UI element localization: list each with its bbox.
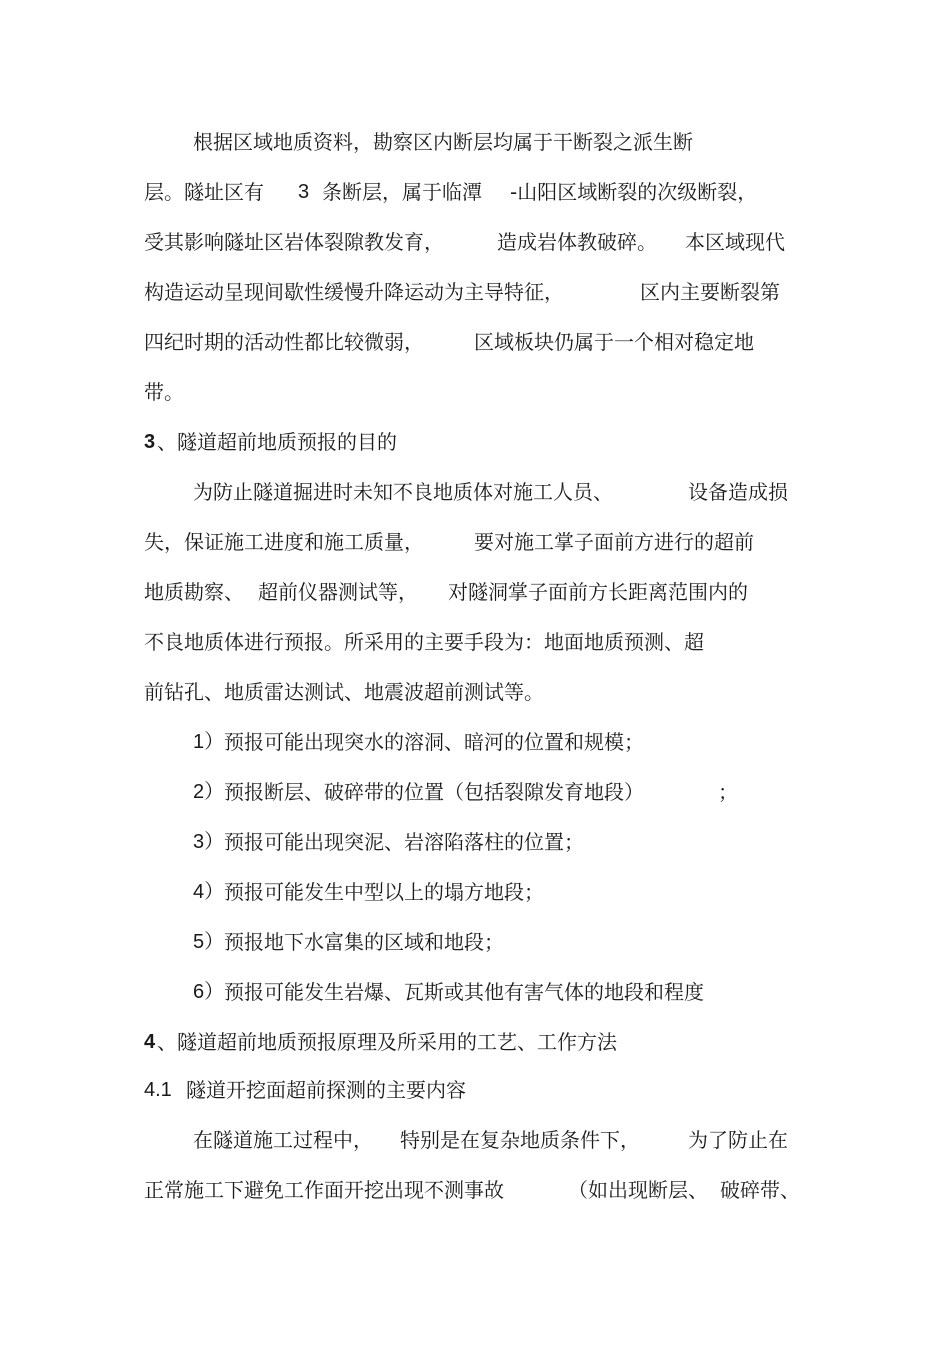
para2-line1	[0, 472, 950, 512]
text-run: 不良地质体进行预报。所采用的主要手段为：地面地质预测、超	[144, 630, 704, 654]
list-number: 3）	[193, 831, 225, 853]
text-run: 四纪时期的活动性都比较微弱，	[144, 330, 424, 354]
text-run: 要对施工掌子面前方进行的超前	[474, 530, 754, 554]
list-text: 预报可能出现突水的溶洞、暗河的位置和规模；	[224, 730, 644, 754]
heading-text: 、隧道超前地质预报原理及所采用的工艺、工作方法	[157, 1030, 617, 1054]
text-run: 破碎带、	[720, 1178, 800, 1202]
text-run: 地质勘察、	[144, 580, 244, 604]
text-run: -山阳区域断裂的次级断裂，	[510, 180, 758, 204]
heading-number: 4.1	[144, 1079, 172, 1101]
para2-line5	[0, 672, 950, 712]
para1-line2	[0, 172, 950, 212]
list-number: 1）	[193, 731, 225, 753]
para1-line1	[0, 122, 950, 162]
text-run: 特别是在复杂地质条件下，	[400, 1128, 640, 1152]
text-run: 区内主要断裂第	[640, 280, 780, 304]
text-run: 正常施工下避免工作面开挖出现不测事故	[144, 1178, 504, 1202]
para2-line3	[0, 572, 950, 612]
text-run: 前钻孔、地质雷达测试、地震波超前测试等。	[144, 680, 544, 704]
section-heading-4-1	[0, 1070, 950, 1110]
heading-text: 隧道开挖面超前探测的主要内容	[186, 1078, 466, 1102]
section-heading-4	[0, 1022, 950, 1062]
para2-line4	[0, 622, 950, 662]
para1-line6	[0, 372, 950, 412]
text-run: 区域板块仍属于一个相对稳定地	[474, 330, 754, 354]
list-item	[0, 722, 950, 762]
text-run: 受其影响隧址区岩体裂隙教发育，	[144, 230, 444, 254]
para1-line3	[0, 222, 950, 262]
text-run: 为了防止在	[688, 1128, 788, 1152]
heading-text: 、隧道超前地质预报的目的	[157, 430, 397, 454]
section-heading-3	[0, 422, 950, 462]
list-text: 预报地下水富集的区域和地段；	[224, 930, 504, 954]
list-number: 2）	[193, 781, 225, 803]
list-number: 6）	[193, 981, 225, 1003]
list-text: 预报断层、破碎带的位置（包括裂隙发育地段）	[224, 780, 644, 804]
list-text: 预报可能发生中型以上的塌方地段；	[224, 880, 544, 904]
text-run: 造成岩体教破碎。	[497, 230, 657, 254]
list-text: 预报可能出现突泥、岩溶陷落柱的位置；	[224, 830, 584, 854]
para2-line2	[0, 522, 950, 562]
text-run: 带。	[144, 380, 184, 404]
text-run: 构造运动呈现间歇性缓慢升降运动为主导特征，	[144, 280, 564, 304]
list-number: 5）	[193, 931, 225, 953]
text-run: 条断层，属于临潭	[322, 180, 482, 204]
text-run: 根据区域地质资料，勘察区内断层均属于干断裂之派生断	[193, 130, 693, 154]
text-run: 设备造成损	[688, 480, 788, 504]
text-run: （如出现断层、	[568, 1178, 708, 1202]
text-run: 超前仪器测试等，	[258, 580, 418, 604]
list-item	[0, 922, 950, 962]
number: 3	[298, 181, 310, 203]
heading-number: 4	[144, 1031, 156, 1053]
text-run: 层。隧址区有	[144, 180, 264, 204]
para3-line2	[0, 1170, 950, 1210]
list-number: 4）	[193, 881, 225, 903]
text-run: 对隧洞掌子面前方长距离范围内的	[448, 580, 748, 604]
text-run: 本区域现代	[685, 230, 785, 254]
para1-line4	[0, 272, 950, 312]
para1-line5	[0, 322, 950, 362]
text-run: 失，保证施工进度和施工质量，	[144, 530, 424, 554]
list-item	[0, 872, 950, 912]
heading-number: 3	[144, 431, 156, 453]
list-text: 预报可能发生岩爆、瓦斯或其他有害气体的地段和程度	[224, 980, 704, 1004]
list-text-tail: ；	[718, 780, 738, 804]
list-item	[0, 972, 950, 1012]
text-run: 在隧道施工过程中，	[193, 1128, 373, 1152]
para3-line1	[0, 1120, 950, 1160]
list-item	[0, 822, 950, 862]
text-run: 为防止隧道掘进时未知不良地质体对施工人员、	[193, 480, 613, 504]
list-item	[0, 772, 950, 812]
